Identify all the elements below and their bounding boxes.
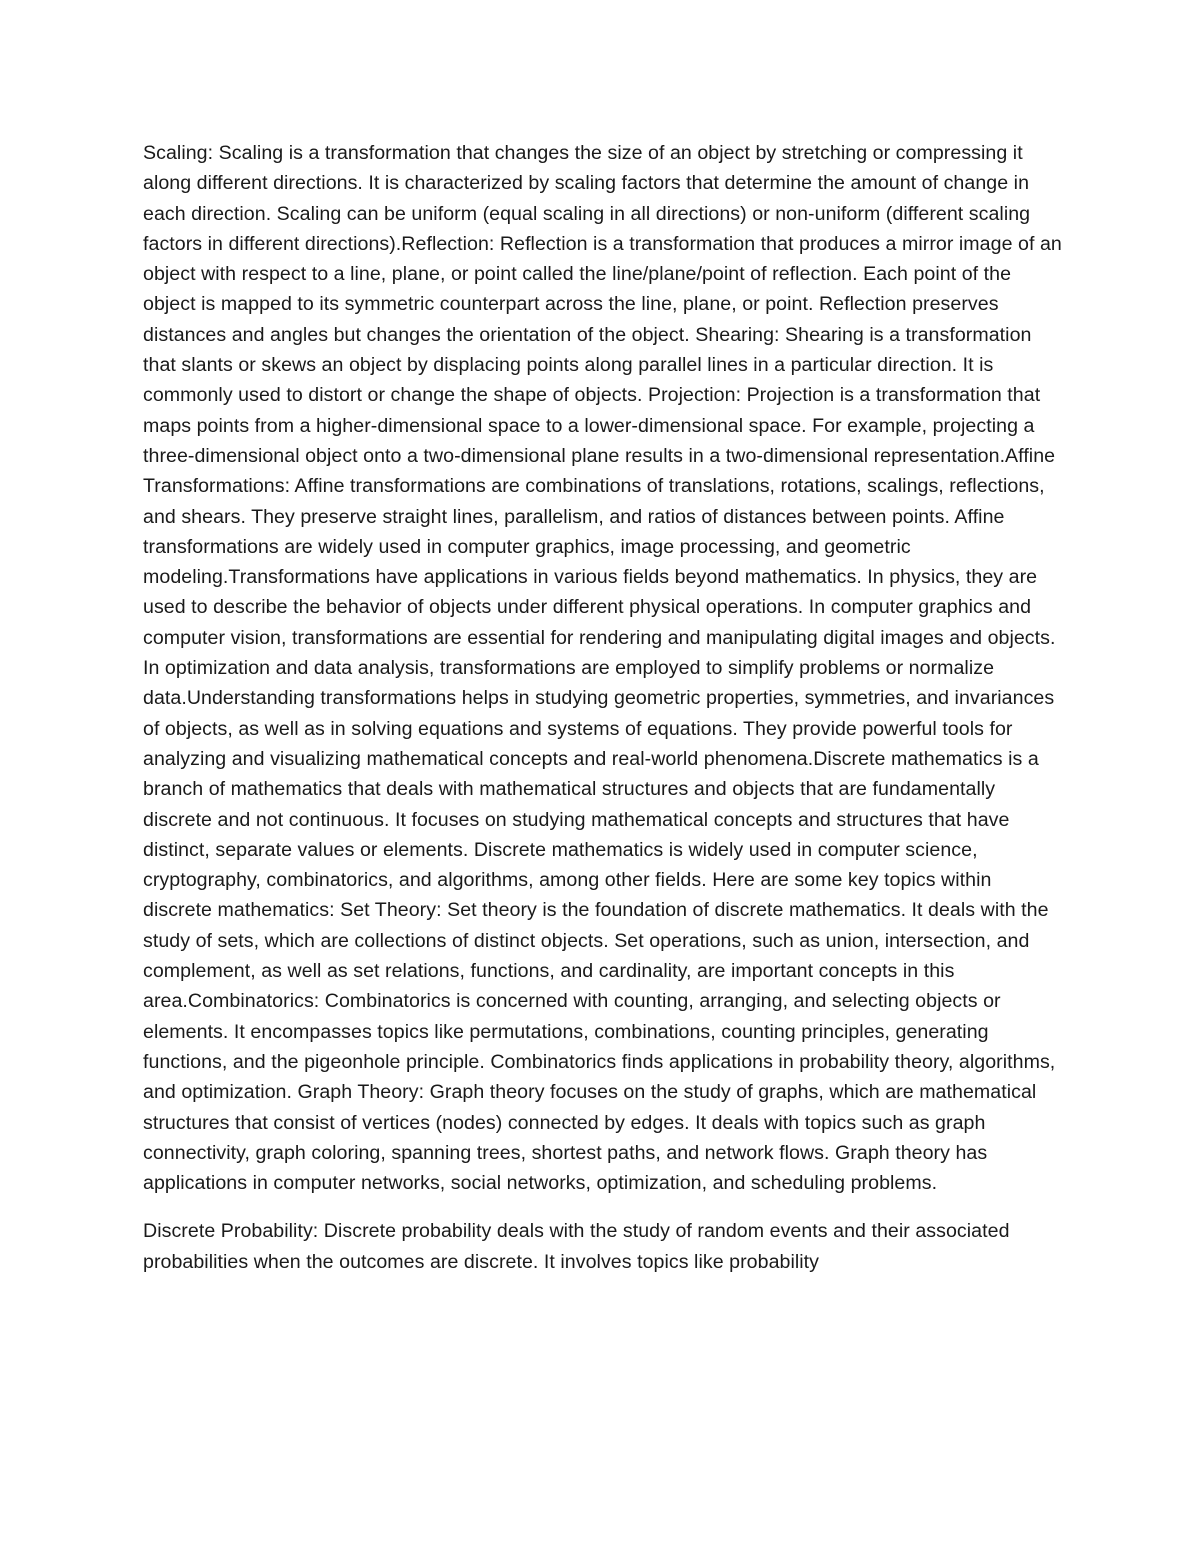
paragraph-discrete-probability: Discrete Probability: Discrete probability deals with the study of random events and their associated probabilities when the outcomes are discrete. It involves topics like probability — [143, 1220, 1010, 1273]
document-body — [143, 138, 1063, 1277]
paragraph-transformations: Scaling: Scaling is a transformation that changes the size of an object by stretching or compressing it along different directions. It is characterized by scaling factors that determine the amount of change in each direction. Scaling can be uniform (equal scaling in all directions) or non-uniform (different scaling factors in different directions).Reflection: Reflection is a transformation that produces a mirror image of an object with respect to a line, plane, or point called the line/plane/point of reflection. Each point of the object is mapped to its symmetric counterpart across the line, plane, or point. Reflection preserves distances and angles but changes the orientation of the object. Shearing: Shearing is a transformation that slants or skews an object by displacing points along parallel lines in a particular direction. It is commonly used to distort or change the shape of objects. Projection: Projection is a transformation that maps points from a higher-dimensional space to a lower-dimensional space. For example, projecting a three-dimensional object onto a two-dimensional plane results in a two-dimensional representation.Affine Transformations: Affine transformations are combinations of translations, rotations, scalings, reflections, and shears. They preserve straight lines, parallelism, and ratios of distances between points. Affine transformations are widely used in computer graphics, image processing, and geometric modeling.Transformations have applications in various fields beyond mathematics. In physics, they are used to describe the behavior of objects under different physical operations. In computer graphics and computer vision, transformations are essential for rendering and manipulating digital images and objects. In optimization and data analysis, transformations are employed to simplify problems or normalize data.Understanding transformations helps in studying geometric properties, symmetries, and invariances of objects, as well as in solving equations and systems of equations. They provide powerful tools for analyzing and visualizing mathematical concepts and real-world phenomena.Discrete mathematics is a branch of mathematics that deals with mathematical structures and objects that are fundamentally discrete and not continuous. It focuses on studying mathematical concepts and structures that have distinct, separate values or elements. Discrete mathematics is widely used in computer science, cryptography, combinatorics, and algorithms, among other fields. Here are some key topics within discrete mathematics: Set Theory: Set theory is the foundation of discrete mathematics. It deals with the study of sets, which are collections of distinct objects. Set operations, such as union, intersection, and complement, as well as set relations, functions, and cardinality, are important concepts in this area.Combinatorics: Combinatorics is concerned with counting, arranging, and selecting objects or elements. It encompasses topics like permutations, combinations, counting principles, generating functions, and the pigeonhole principle. Combinatorics finds applications in probability theory, algorithms, and optimization. Graph Theory: Graph theory focuses on the study of graphs, which are mathematical structures that consist of vertices (nodes) connected by edges. It deals with topics such as graph connectivity, graph coloring, spanning trees, shortest paths, and network flows. Graph theory has applications in computer networks, social networks, optimization, and scheduling problems. — [143, 142, 1062, 1195]
